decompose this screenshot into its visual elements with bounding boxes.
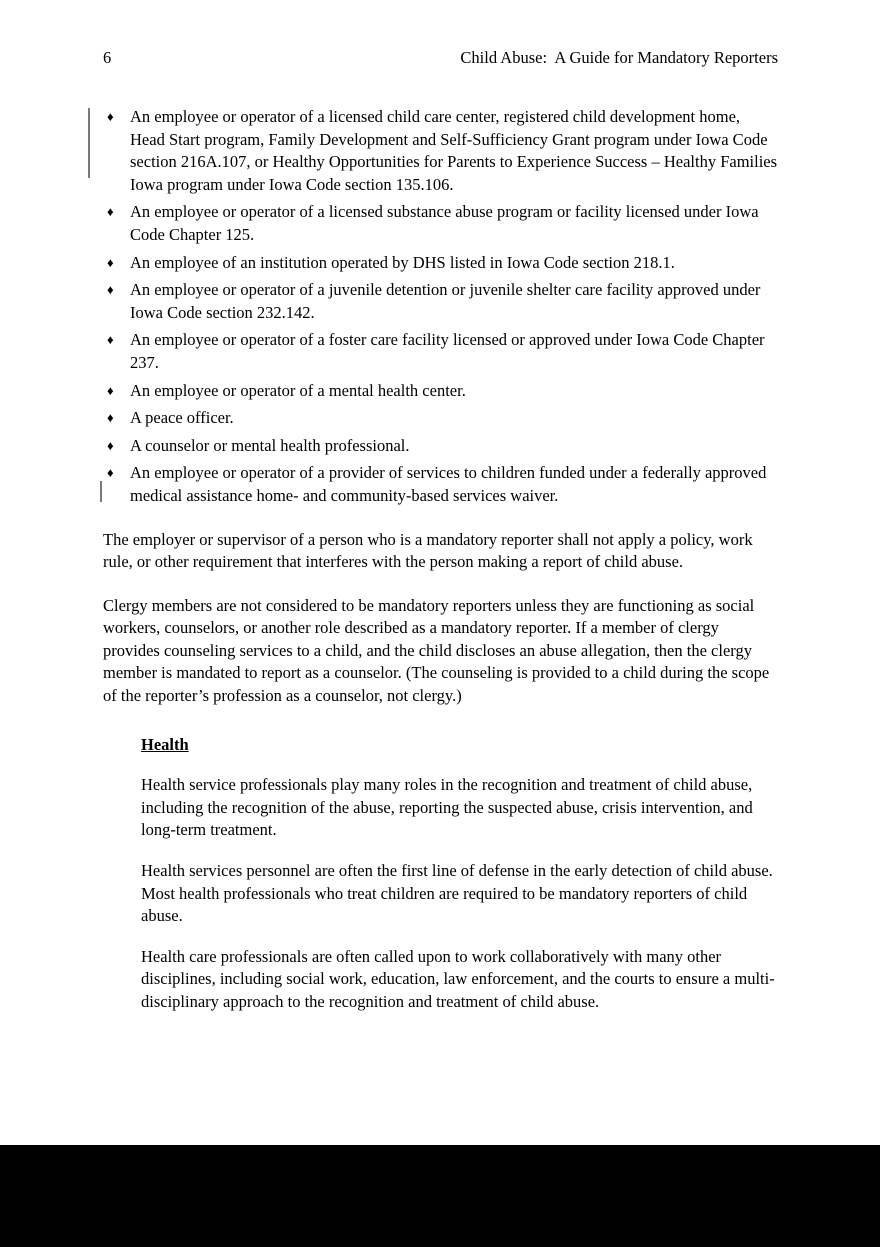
list-item bbox=[103, 407, 778, 430]
diamond-bullet-icon: ♦ bbox=[107, 282, 114, 298]
diamond-bullet-icon: ♦ bbox=[107, 382, 114, 398]
bottom-black-band bbox=[0, 1145, 880, 1247]
diamond-bullet-icon: ♦ bbox=[107, 410, 114, 426]
list-item-text: A counselor or mental health professional. bbox=[130, 435, 410, 455]
list-item bbox=[103, 279, 778, 324]
list-item-text: An employee of an institution operated by DHS listed in Iowa Code section 218.1. bbox=[130, 252, 675, 272]
revision-change-bar bbox=[100, 481, 102, 502]
diamond-bullet-icon: ♦ bbox=[107, 204, 114, 220]
clergy-paragraph: Clergy members are not considered to be mandatory reporters unless they are functioning as social workers, counselors, or another role described as a mandatory reporter. If a member of clergy provides counseling services to a child, and the child discloses an abuse allegation, then the clergy member is mandated to report as a counselor. (The counseling is provided to a child during the scope of the reporter’s profession as a counselor, not clergy.) bbox=[103, 595, 770, 706]
health-paragraph-2: Health services personnel are often the first line of defense in the early detection of child abuse. Most health professionals who treat children are required to be mandatory reporters of child abuse. bbox=[141, 861, 773, 926]
health-section bbox=[141, 734, 778, 1014]
diamond-bullet-icon: ♦ bbox=[107, 109, 114, 124]
page-number: 6 bbox=[103, 48, 112, 67]
revision-change-bar bbox=[88, 108, 90, 178]
list-item bbox=[103, 252, 778, 275]
list-item-text: An employee or operator of a mental health center. bbox=[130, 380, 466, 400]
list-item-text: A peace officer. bbox=[130, 408, 234, 428]
list-item-text: An employee or operator of a provider of services to children funded under a federally approved medical assistance home- and community-based services waiver. bbox=[130, 463, 767, 505]
health-paragraph-3: Health care professionals are often called upon to work collaboratively with many other disciplines, including social work, education, law enforcement, and the courts to ensure a multi-disciplinary approach to the recognition and treatment of child abuse. bbox=[141, 946, 775, 1011]
diamond-bullet-icon: ♦ bbox=[107, 254, 114, 270]
health-paragraph-1: Health service professionals play many roles in the recognition and treatment of child abuse, including the recognition of the abuse, reporting the suspected abuse, crisis intervention, and long-term treatment. bbox=[141, 775, 753, 840]
diamond-bullet-icon: ♦ bbox=[107, 332, 114, 348]
list-item bbox=[103, 380, 778, 403]
list-item bbox=[103, 329, 778, 374]
page-content bbox=[103, 106, 778, 1014]
section-heading-health: Health bbox=[141, 734, 189, 754]
list-item-text: An employee or operator of a licensed child care center, registered child development home, Head Start program, Family Development and Self-Sufficiency Grant program under Iowa Code section 216A.107, or Healthy Opportunities for Parents to Experience Success – Healthy Families Iowa program under Iowa Code section 135.106. bbox=[130, 107, 778, 194]
employer-policy-paragraph: The employer or supervisor of a person who is a mandatory reporter shall not apply a policy, work rule, or other requirement that interferes with the person making a report of child abuse. bbox=[103, 529, 753, 572]
list-item-text: An employee or operator of a licensed substance abuse program or facility licensed under Iowa Code Chapter 125. bbox=[130, 202, 759, 244]
diamond-bullet-icon: ♦ bbox=[107, 437, 114, 453]
list-item-text: An employee or operator of a foster care facility licensed or approved under Iowa Code Chapter 237. bbox=[130, 330, 765, 372]
list-item bbox=[103, 201, 778, 246]
health-heading-wrap bbox=[141, 734, 778, 757]
diamond-bullet-icon: ♦ bbox=[107, 465, 114, 481]
mandatory-reporter-list bbox=[103, 106, 778, 508]
list-item bbox=[103, 435, 778, 458]
list-item-text: An employee or operator of a juvenile detention or juvenile shelter care facility approved under Iowa Code section 232.142. bbox=[130, 280, 761, 322]
document-title: Child Abuse: A Guide for Mandatory Reporters bbox=[460, 48, 778, 67]
page-header bbox=[103, 48, 778, 68]
list-item bbox=[103, 462, 778, 507]
list-item bbox=[103, 106, 778, 196]
